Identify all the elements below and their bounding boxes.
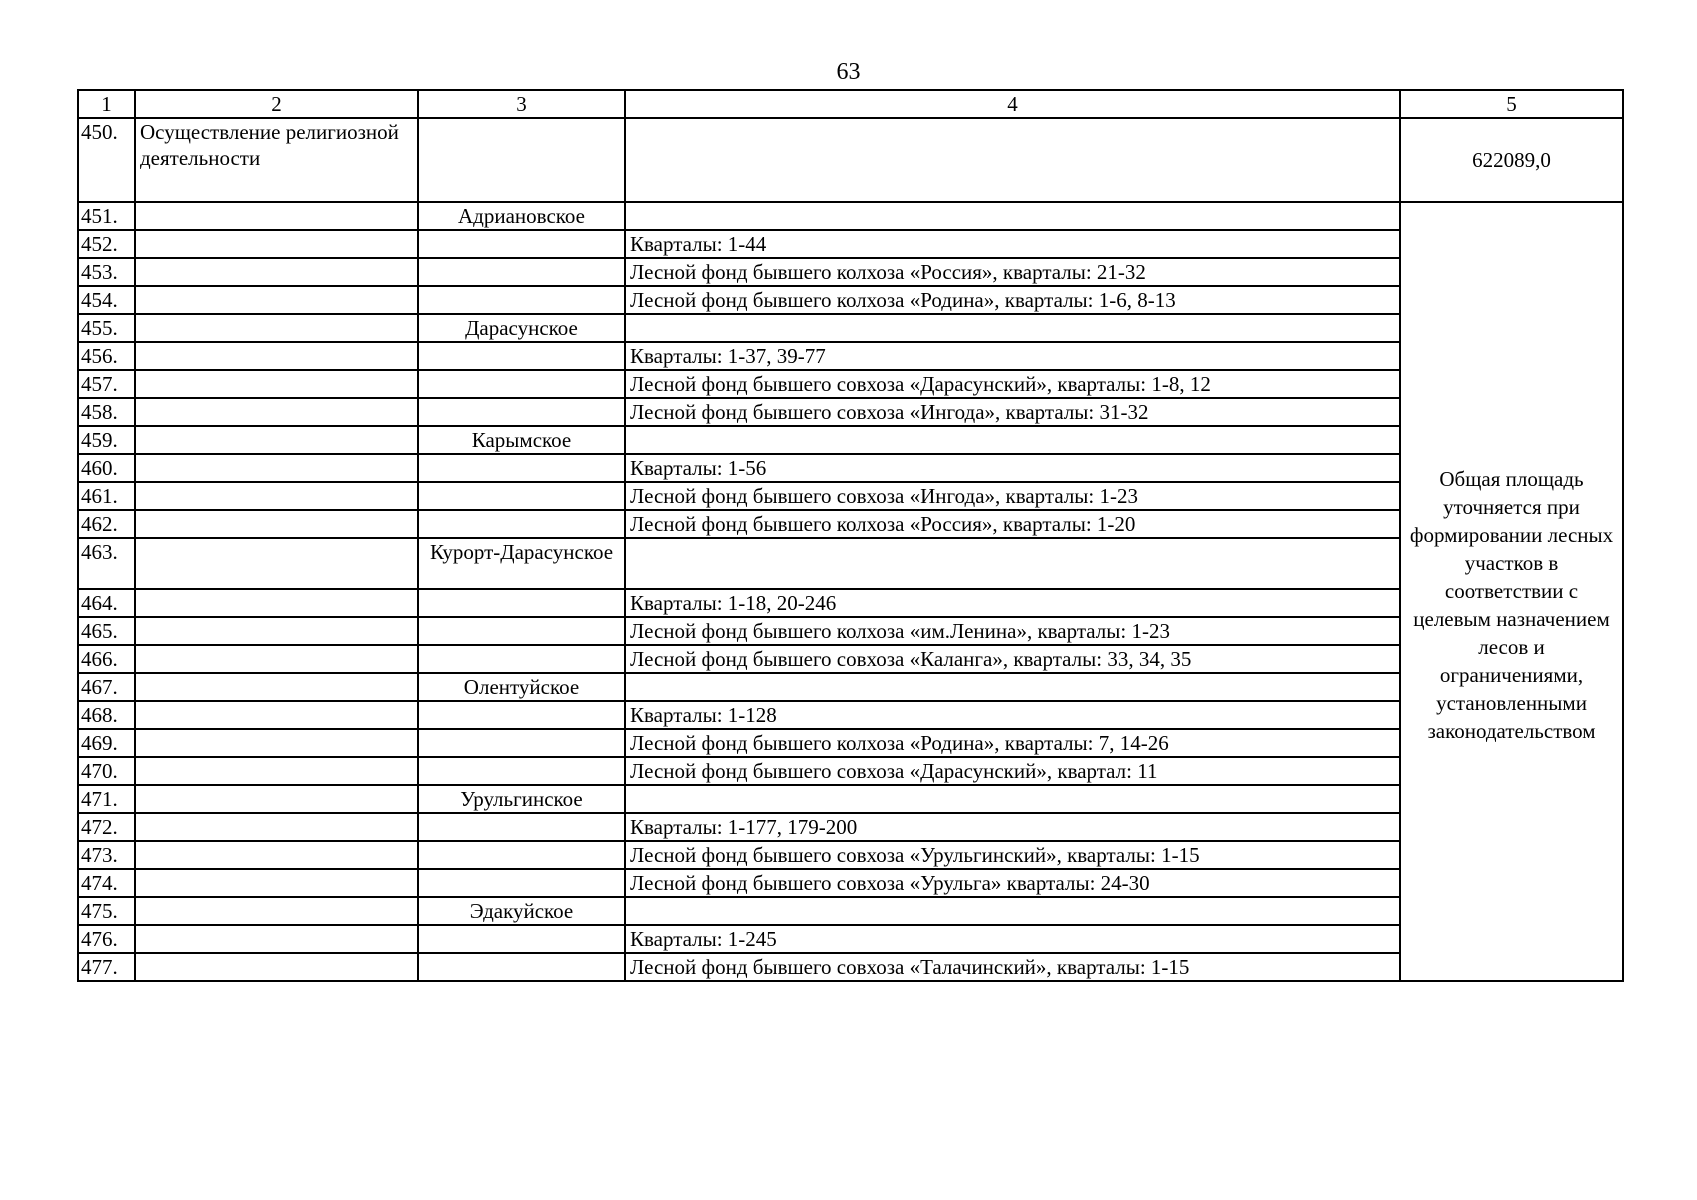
table-row (78, 314, 1623, 342)
table-row (78, 897, 1623, 925)
forest-plots-table (77, 89, 1624, 982)
activity-cell (135, 258, 418, 286)
activity-cell (135, 701, 418, 729)
quarters-description: Лесной фонд бывшего колхоза «им.Ленина», кварталы: 1-23 (625, 617, 1400, 645)
district-name (418, 757, 625, 785)
district-name: Карымское (418, 426, 625, 454)
activity-cell (135, 785, 418, 813)
district-name (418, 230, 625, 258)
total-area: 622089,0 (1400, 118, 1623, 202)
row-number: 466. (78, 645, 135, 673)
quarters-description (625, 426, 1400, 454)
row-number: 467. (78, 673, 135, 701)
activity-cell (135, 813, 418, 841)
activity-cell (135, 897, 418, 925)
table-row (78, 258, 1623, 286)
table-row-450 (78, 118, 1623, 202)
quarters-description: Лесной фонд бывшего колхоза «Россия», кварталы: 1-20 (625, 510, 1400, 538)
quarters-description: Лесной фонд бывшего колхоза «Россия», кварталы: 21-32 (625, 258, 1400, 286)
activity-cell (135, 510, 418, 538)
table-row (78, 841, 1623, 869)
district-name: Урульгинское (418, 785, 625, 813)
row-number: 475. (78, 897, 135, 925)
table-row (78, 729, 1623, 757)
row-number: 464. (78, 589, 135, 617)
row-number: 461. (78, 482, 135, 510)
table-row (78, 925, 1623, 953)
activity-cell (135, 841, 418, 869)
activity-cell (135, 925, 418, 953)
row-number: 477. (78, 953, 135, 981)
row-number: 463. (78, 538, 135, 589)
table-row (78, 645, 1623, 673)
table-row (78, 482, 1623, 510)
district-cell (418, 118, 625, 202)
column-header-3: 3 (418, 90, 625, 118)
row-number: 465. (78, 617, 135, 645)
row-number: 471. (78, 785, 135, 813)
table-row (78, 426, 1623, 454)
quarters-description: Лесной фонд бывшего совхоза «Дарасунский», кварталы: 1-8, 12 (625, 370, 1400, 398)
table-row (78, 230, 1623, 258)
quarters-description: Кварталы: 1-44 (625, 230, 1400, 258)
column-header-1: 1 (78, 90, 135, 118)
table-row (78, 286, 1623, 314)
table-row (78, 869, 1623, 897)
row-number: 453. (78, 258, 135, 286)
quarters-description: Кварталы: 1-37, 39-77 (625, 342, 1400, 370)
row-number: 450. (78, 118, 135, 202)
district-name (418, 342, 625, 370)
quarters-description: Кварталы: 1-56 (625, 454, 1400, 482)
district-name (418, 510, 625, 538)
table-row (78, 202, 1623, 230)
row-number: 462. (78, 510, 135, 538)
row-number: 459. (78, 426, 135, 454)
row-number: 452. (78, 230, 135, 258)
quarters-description (625, 785, 1400, 813)
activity-cell (135, 482, 418, 510)
district-name (418, 953, 625, 981)
row-number: 458. (78, 398, 135, 426)
activity-cell (135, 286, 418, 314)
activity-cell (135, 729, 418, 757)
table-row (78, 785, 1623, 813)
district-name (418, 813, 625, 841)
district-name: Эдакуйское (418, 897, 625, 925)
row-number: 460. (78, 454, 135, 482)
quarters-description: Кварталы: 1-177, 179-200 (625, 813, 1400, 841)
quarters-description: Лесной фонд бывшего колхоза «Родина», кварталы: 7, 14-26 (625, 729, 1400, 757)
column-header-5: 5 (1400, 90, 1623, 118)
district-name (418, 729, 625, 757)
row-number: 468. (78, 701, 135, 729)
table-row (78, 342, 1623, 370)
table-row (78, 589, 1623, 617)
page-number: 63 (836, 59, 861, 85)
row-number: 469. (78, 729, 135, 757)
district-name (418, 482, 625, 510)
activity-cell (135, 538, 418, 589)
quarters-description: Лесной фонд бывшего совхоза «Талачинский», кварталы: 1-15 (625, 953, 1400, 981)
table-row (78, 701, 1623, 729)
area-note: Общая площадь уточняется при формировании лесных участков в соответствии с целевым назначением лесов и ограничениями, установленными законодательством (1400, 202, 1623, 981)
activity-cell (135, 589, 418, 617)
activity-cell (135, 398, 418, 426)
table-row (78, 953, 1623, 981)
row-number: 456. (78, 342, 135, 370)
activity-cell (135, 454, 418, 482)
activity-cell (135, 230, 418, 258)
table-row (78, 673, 1623, 701)
quarters-description: Лесной фонд бывшего совхоза «Ингода», кварталы: 31-32 (625, 398, 1400, 426)
row-number: 454. (78, 286, 135, 314)
quarters-description (625, 897, 1400, 925)
district-name (418, 869, 625, 897)
activity-cell (135, 617, 418, 645)
row-number: 457. (78, 370, 135, 398)
quarters-description: Кварталы: 1-128 (625, 701, 1400, 729)
district-name (418, 925, 625, 953)
activity-cell (135, 869, 418, 897)
quarters-description: Лесной фонд бывшего колхоза «Родина», кварталы: 1-6, 8-13 (625, 286, 1400, 314)
quarters-description (625, 314, 1400, 342)
district-name: Дарасунское (418, 314, 625, 342)
quarters-description (625, 202, 1400, 230)
row-number: 451. (78, 202, 135, 230)
quarters-description: Лесной фонд бывшего совхоза «Каланга», кварталы: 33, 34, 35 (625, 645, 1400, 673)
district-name (418, 617, 625, 645)
row-number: 474. (78, 869, 135, 897)
activity-cell (135, 645, 418, 673)
table-row (78, 510, 1623, 538)
activity-cell (135, 757, 418, 785)
quarters-description: Кварталы: 1-18, 20-246 (625, 589, 1400, 617)
activity-cell (135, 342, 418, 370)
district-name (418, 701, 625, 729)
table-row (78, 813, 1623, 841)
column-header-2: 2 (135, 90, 418, 118)
quarters-description (625, 538, 1400, 589)
quarters-description: Лесной фонд бывшего совхоза «Урульга» кварталы: 24-30 (625, 869, 1400, 897)
table-row (78, 398, 1623, 426)
table-row (78, 454, 1623, 482)
activity-cell (135, 370, 418, 398)
district-name (418, 454, 625, 482)
table-row (78, 538, 1623, 589)
quarters-description: Лесной фонд бывшего совхоза «Дарасунский», квартал: 11 (625, 757, 1400, 785)
quarters-description: Кварталы: 1-245 (625, 925, 1400, 953)
row-number: 455. (78, 314, 135, 342)
activity-cell (135, 673, 418, 701)
row-number: 472. (78, 813, 135, 841)
activity-cell (135, 953, 418, 981)
quarters-description: Лесной фонд бывшего совхоза «Ингода», кварталы: 1-23 (625, 482, 1400, 510)
table-row (78, 757, 1623, 785)
district-name (418, 258, 625, 286)
column-number-row (78, 90, 1623, 118)
district-name: Адриановское (418, 202, 625, 230)
description-cell (625, 118, 1400, 202)
district-name: Олентуйское (418, 673, 625, 701)
activity-cell (135, 426, 418, 454)
row-number: 476. (78, 925, 135, 953)
table-row (78, 370, 1623, 398)
district-name (418, 286, 625, 314)
row-number: 473. (78, 841, 135, 869)
activity-type: Осуществление религиозной деятельности (135, 118, 418, 202)
column-header-4: 4 (625, 90, 1400, 118)
activity-cell (135, 202, 418, 230)
quarters-description (625, 673, 1400, 701)
district-name (418, 398, 625, 426)
activity-cell (135, 314, 418, 342)
quarters-description: Лесной фонд бывшего совхоза «Урульгинский», кварталы: 1-15 (625, 841, 1400, 869)
district-name (418, 589, 625, 617)
district-name (418, 370, 625, 398)
district-name (418, 645, 625, 673)
district-name: Курорт-Дарасунское (418, 538, 625, 589)
table-row (78, 617, 1623, 645)
row-number: 470. (78, 757, 135, 785)
district-name (418, 841, 625, 869)
